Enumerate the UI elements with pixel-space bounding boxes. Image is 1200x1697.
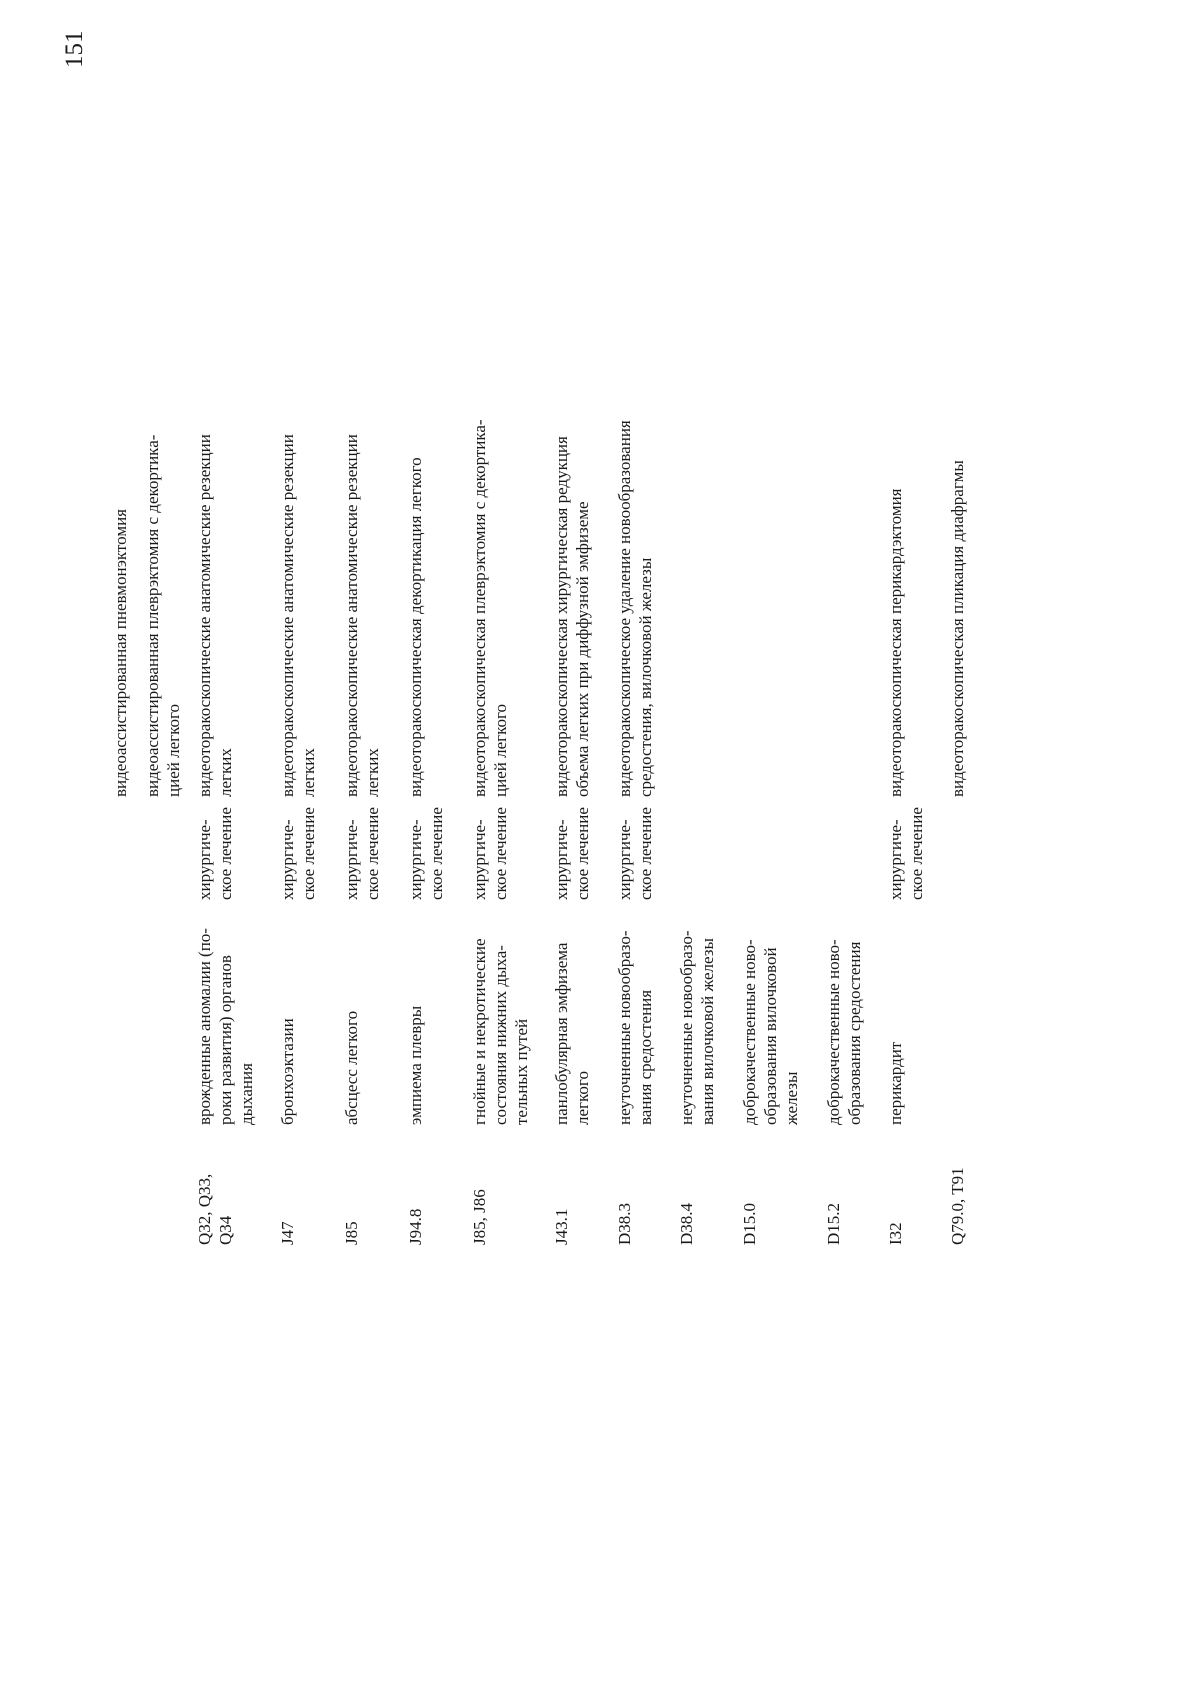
- icd-code-cell: J85, J86: [470, 1189, 489, 1245]
- treatment-type-cell: хирургиче- ское лечение: [278, 807, 318, 900]
- method-cell: видеоассистированная плеврэктомия с декортика- цией легкого: [143, 434, 183, 797]
- treatment-type-cell: хирургиче- ское лечение: [342, 807, 382, 900]
- table-row: [614, 245, 676, 1245]
- treatment-type-cell: хирургиче- ское лечение: [195, 807, 235, 900]
- diagnosis-cell: абсцесс легкого: [342, 1010, 361, 1125]
- treatment-type-cell: хирургиче- ское лечение: [552, 807, 592, 900]
- table-row: [739, 245, 823, 1245]
- method-cell: видеоторакоскопическая хирургическая редукция объема легких при диффузной эмфиземе: [552, 436, 592, 797]
- icd-code-cell: J43.1: [552, 1208, 571, 1245]
- method-cell: видеоторакоскопические анатомические резекции легких: [278, 434, 318, 797]
- diagnosis-cell: доброкачественные ново- образования средостения: [824, 939, 864, 1125]
- diagnosis-cell: бронхоэктазии: [278, 1018, 297, 1125]
- icd-code-cell: Q79.0, T91: [948, 1167, 967, 1245]
- page-number: 151: [61, 30, 88, 68]
- icd-code-cell: Q32, Q33, Q34: [195, 1173, 235, 1245]
- treatment-type-cell: хирургиче- ское лечение: [470, 807, 510, 900]
- table-row: [110, 245, 142, 1245]
- table-row: [405, 245, 469, 1245]
- icd-code-cell: D38.3: [615, 1202, 634, 1245]
- method-cell: видеоторакоскопическая декортикация легкого: [406, 457, 425, 797]
- diagnosis-cell: неуточненные новообразо- вания вилочковой железы: [677, 930, 717, 1125]
- table-row: [823, 245, 885, 1245]
- diagnosis-cell: панлобулярная эмфизема легкого: [552, 942, 592, 1125]
- diagnosis-cell: врожденные аномалии (по- роки развития) органов дыхания: [195, 928, 256, 1125]
- treatment-type-cell: хирургиче- ское лечение: [615, 807, 655, 900]
- table-row: [469, 245, 551, 1245]
- diagnosis-cell: неуточненные новообразо- вания средостения: [615, 930, 655, 1125]
- table-row: [341, 245, 405, 1245]
- table-row: [885, 245, 947, 1245]
- method-cell: видеоторакоскопические анатомические резекции легких: [195, 434, 235, 797]
- method-cell: видеоторакоскопические анатомические резекции легких: [342, 434, 382, 797]
- treatment-type-cell: хирургиче- ское лечение: [406, 807, 446, 900]
- icd-code-cell: J85: [342, 1221, 361, 1245]
- table-row: [194, 245, 277, 1245]
- table-row: [947, 245, 977, 1245]
- diagnosis-cell: перикардит: [886, 1041, 905, 1125]
- icd-code-cell: D38.4: [677, 1202, 696, 1245]
- method-cell: видеоторакоскопическая пликация диафрагмы: [948, 460, 967, 797]
- method-cell: видеоторакоскопическая перикардэктомия: [886, 488, 905, 797]
- treatment-type-cell: хирургиче- ское лечение: [886, 807, 926, 900]
- icd-code-cell: J94.8: [406, 1208, 425, 1245]
- procedure-table: [110, 245, 977, 1245]
- table-row: [277, 245, 341, 1245]
- diagnosis-cell: эмпиема плевры: [406, 1005, 425, 1125]
- method-cell: видеоторакоскопическое удаление новообразования средостения, вилочковой железы: [615, 420, 655, 797]
- table-row: [551, 245, 614, 1245]
- method-cell: видеоторакоскопическая плеврэктомия с декортика- цией легкого: [470, 419, 510, 797]
- icd-code-cell: D15.0: [740, 1202, 759, 1245]
- icd-code-cell: D15.2: [824, 1202, 843, 1245]
- table-row: [142, 245, 194, 1245]
- diagnosis-cell: доброкачественные ново- образования вилочковой железы: [740, 939, 801, 1125]
- table-row: [676, 245, 739, 1245]
- icd-code-cell: I32: [886, 1222, 905, 1245]
- diagnosis-cell: гнойные и некротические состояния нижних дыха- тельных путей: [470, 938, 531, 1125]
- method-cell: видеоассистированная пневмонэктомия: [111, 508, 130, 797]
- icd-code-cell: J47: [278, 1221, 297, 1245]
